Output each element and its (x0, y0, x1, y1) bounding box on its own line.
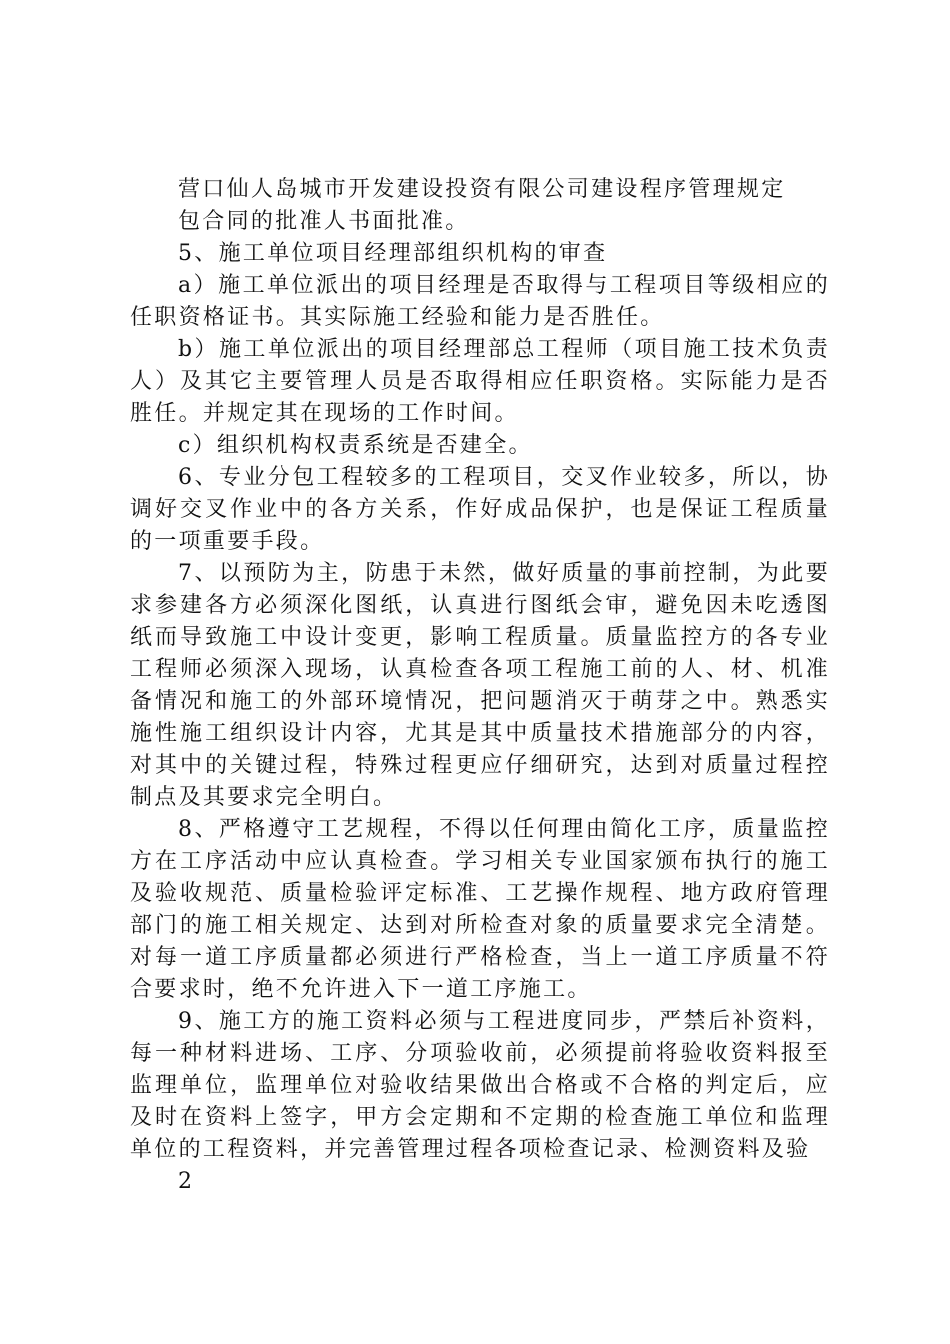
paragraph: b）施工单位派出的项目经理部总工程师（项目施工技术负责人）及其它主要管理人员是否取得相应任职资格。实际能力是否胜任。并规定其在现场的工作时间。 (130, 337, 830, 426)
page-number: 2 (178, 1169, 195, 1194)
paragraph: 9、施工方的施工资料必须与工程进度同步，严禁后补资料，每一种材料进场、工序、分项验收前，必须提前将验收资料报至监理单位，监理单位对验收结果做出合格或不合格的判定后，应及时在资料上签字，甲方会定期和不定期的检查施工单位和监理单位的工程资料，并完善管理过程各项检查记录、检测资料及验 (130, 1009, 830, 1162)
document-body (130, 174, 830, 1198)
paragraph: 5、施工单位项目经理部组织机构的审查 (178, 241, 608, 266)
paragraph: 7、以预防为主，防患于未然，做好质量的事前控制，为此要求参建各方必须深化图纸，认真进行图纸会审，避免因未吃透图纸而导致施工中设计变更，影响工程质量。质量监控方的各专业工程师必须深入现场，认真检查各项工程施工前的人、材、机准备情况和施工的外部环境情况，把问题消灭于萌芽之中。熟悉实施性施工组织设计内容，尤其是其中质量技术措施部分的内容，对其中的关键过程，特殊过程更应仔细研究，达到对质量过程控制点及其要求完全明白。 (130, 561, 830, 810)
paragraph: a）施工单位派出的项目经理是否取得与工程项目等级相应的任职资格证书。其实际施工经验和能力是否胜任。 (130, 273, 830, 330)
running-header: 营口仙人岛城市开发建设投资有限公司建设程序管理规定 (178, 177, 786, 202)
paragraph: 6、专业分包工程较多的工程项目，交叉作业较多，所以，协调好交叉作业中的各方关系，作好成品保护，也是保证工程质量的一项重要手段。 (130, 465, 830, 554)
paragraph: c）组织机构权责系统是否建全。 (178, 433, 533, 458)
paragraph: 8、严格遵守工艺规程，不得以任何理由简化工序，质量监控方在工序活动中应认真检查。学习相关专业国家颁布执行的施工及验收规范、质量检验评定标准、工艺操作规程、地方政府管理部门的施工相关规定、达到对所检查对象的质量要求完全清楚。对每一道工序质量都必须进行严格检查，当上一道工序质量不符合要求时，绝不允许进入下一道工序施工。 (130, 817, 830, 1002)
paragraph: 包合同的批准人书面批准。 (178, 209, 470, 234)
